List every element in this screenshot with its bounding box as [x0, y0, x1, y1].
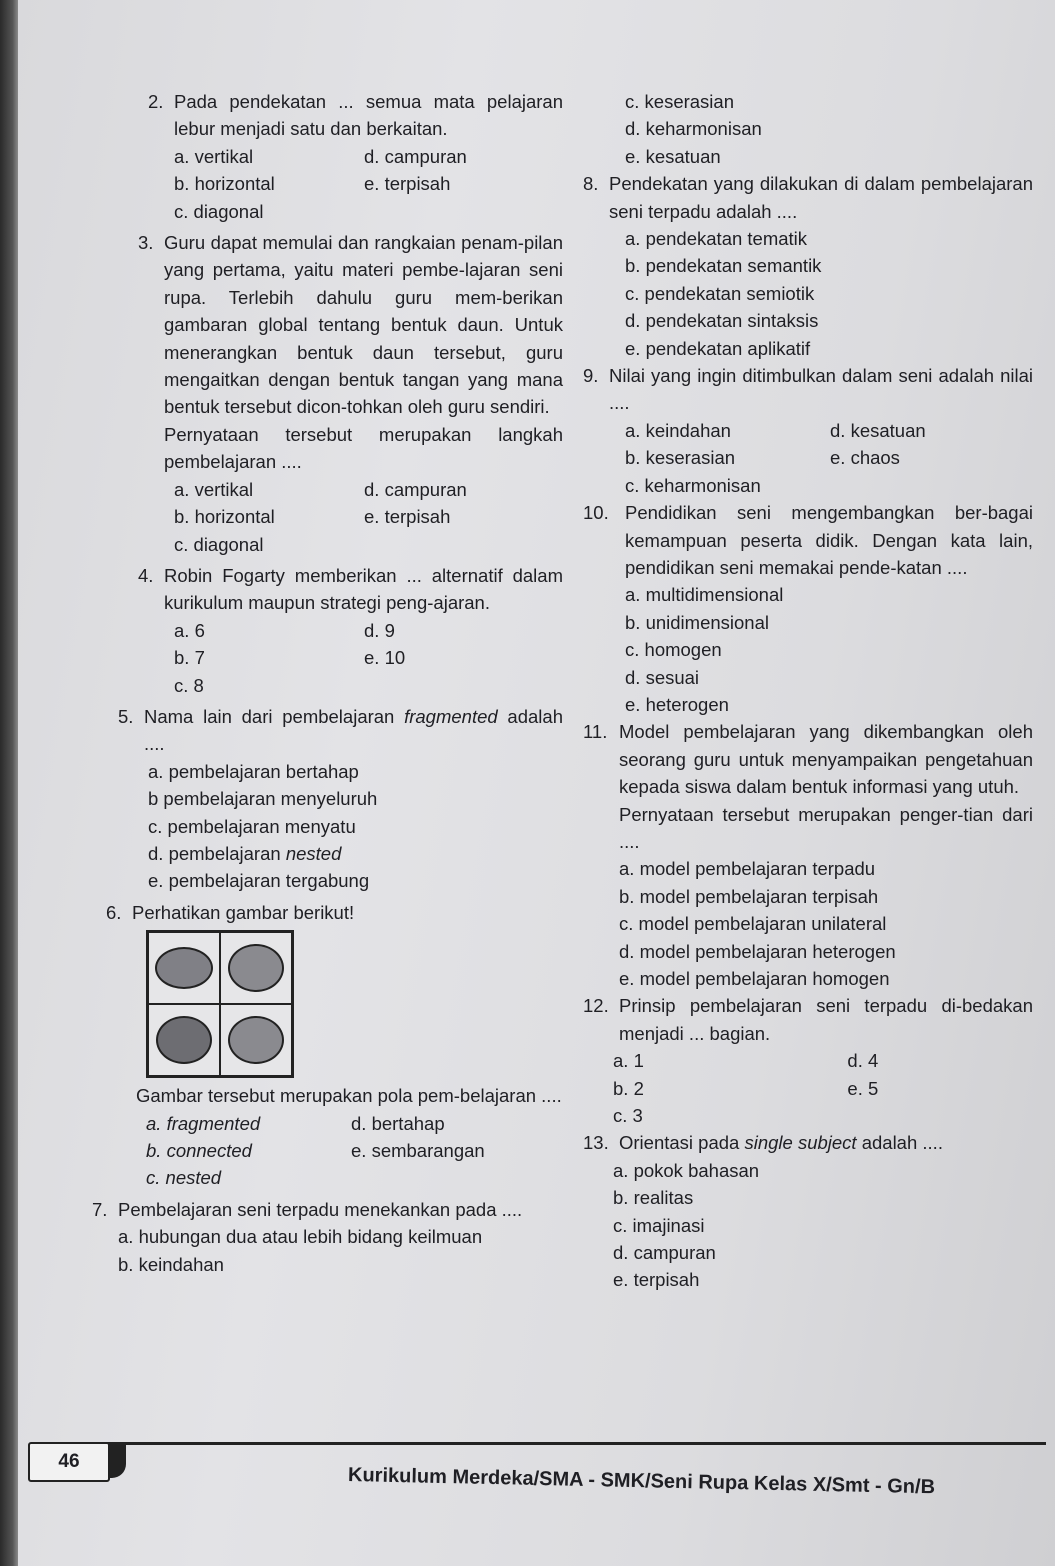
figure-cell [148, 1004, 220, 1076]
option[interactable]: c. homogen [625, 639, 722, 661]
question-6: 6. Perhatikan gambar berikut! [106, 901, 355, 923]
question-5-options [148, 758, 563, 895]
option[interactable]: c. diagonal [174, 533, 264, 555]
option[interactable]: a. model pembelajaran terpadu [619, 858, 876, 880]
option[interactable]: b. keindahan [118, 1253, 224, 1275]
figure-cell [220, 932, 292, 1004]
pattern-figure [146, 930, 294, 1078]
question-13: 13. Orientasi pada single subject adalah .... [583, 1132, 943, 1154]
circle-shape [228, 1016, 284, 1064]
option[interactable]: b. model pembelajaran terpisah [619, 885, 879, 907]
option[interactable]: e. pendekatan aplikatif [625, 337, 811, 359]
option[interactable]: c. pendekatan semiotik [625, 282, 815, 304]
left-column [92, 88, 563, 1278]
option[interactable]: e. 10 [364, 647, 406, 669]
option[interactable]: d. model pembelajaran heterogen [619, 940, 896, 962]
question-3: 3. Guru dapat memulai dan rangkaian penam-pilan yang pertama, yaitu materi pembe-lajaran seni rupa. Terlebih dahulu guru mem-berikan gambaran global tentang bentuk daun. Untuk menerangkan bentuk daun tersebut, guru mengaitkan dengan bentuk tangan yang mana bentuk tersebut dicon-tohkan oleh guru sendiri. [138, 232, 563, 418]
option[interactable]: c. pembelajaran menyatu [148, 815, 356, 837]
option[interactable]: b. horizontal [174, 506, 275, 528]
question-8: 8. Pendekatan yang dilakukan di dalam pembelajaran seni terpadu adalah .... [583, 173, 1033, 222]
question-3-prompt: Pernyataan tersebut merupakan langkah pembelajaran .... [164, 423, 563, 473]
option[interactable]: b. 7 [174, 647, 205, 669]
option[interactable]: e. sembarangan [351, 1140, 485, 1161]
option[interactable]: c. diagonal [174, 200, 264, 222]
question-5: 5. Nama lain dari pembelajaran fragmented adalah .... [118, 705, 563, 755]
option[interactable]: e. kesatuan [625, 145, 721, 167]
option[interactable]: a. 1 [613, 1050, 644, 1072]
option[interactable]: e. 5 [847, 1077, 879, 1099]
page-number: 46 [28, 1442, 110, 1482]
option[interactable]: b. pendekatan semantik [625, 255, 822, 277]
book-binding [0, 0, 18, 1566]
option[interactable]: c. imajinasi [613, 1214, 705, 1236]
option[interactable]: a. hubungan dua atau lebih bidang keilmuan [118, 1226, 483, 1248]
option[interactable]: c. 8 [174, 674, 204, 696]
question-4-options [174, 617, 563, 699]
option[interactable]: b. keserasian [625, 447, 736, 469]
option[interactable]: b. realitas [613, 1187, 694, 1209]
option[interactable]: c. model pembelajaran unilateral [619, 913, 887, 935]
circle-shape [155, 947, 213, 989]
option[interactable]: d. pembelajaran nested [148, 842, 342, 864]
option[interactable]: a. pendekatan tematik [625, 228, 808, 250]
question-11: 11. Model pembelajaran yang dikembangkan oleh seorang guru untuk menyampaikan pengetahuan kepada siswa dalam bentuk informasi yang utuh. [583, 721, 1033, 798]
option[interactable]: d. pendekatan sintaksis [625, 310, 819, 332]
question-6-prompt: Gambar tersebut merupakan pola pem-belajaran .... [136, 1085, 562, 1107]
question-12-options [613, 1047, 1033, 1129]
question-3-options [174, 476, 563, 558]
circle-shape [156, 1016, 212, 1064]
question-9: 9. Nilai yang ingin ditimbulkan dalam seni adalah nilai .... [583, 365, 1033, 414]
question-6-options [146, 1110, 563, 1192]
option[interactable]: d. sesuai [625, 666, 700, 688]
option[interactable]: a. pokok bahasan [613, 1159, 760, 1181]
question-7-options [118, 1223, 563, 1278]
option[interactable]: d. 4 [847, 1050, 879, 1072]
option[interactable]: e. terpisah [364, 506, 451, 528]
option[interactable]: a. multidimensional [625, 584, 784, 606]
option[interactable]: a. pembelajaran bertahap [148, 760, 359, 782]
option[interactable]: a. vertikal [174, 145, 254, 167]
option[interactable]: d. campuran [613, 1242, 716, 1264]
option[interactable]: a. 6 [174, 619, 205, 641]
option[interactable]: b. horizontal [174, 173, 275, 195]
option[interactable]: c. 3 [613, 1105, 643, 1127]
option[interactable]: b. connected [146, 1140, 252, 1161]
option[interactable]: e. terpisah [364, 173, 451, 195]
figure-cell [220, 1004, 292, 1076]
question-10-options [625, 581, 1033, 718]
option[interactable]: d. 9 [364, 619, 395, 641]
question-12: 12. Prinsip pembelajaran seni terpadu di-bedakan menjadi ... bagian. [583, 995, 1033, 1044]
option[interactable]: e. model pembelajaran homogen [619, 968, 890, 989]
option[interactable]: e. heterogen [625, 693, 729, 715]
option[interactable]: d. kesatuan [830, 419, 926, 441]
book-title: Kurikulum Merdeka/SMA - SMK/Seni Rupa Kelas X/Smt - Gn/B [347, 1464, 936, 1499]
option[interactable]: c. nested [146, 1167, 222, 1189]
option[interactable]: e. chaos [830, 447, 900, 469]
option[interactable]: c. keharmonisan [625, 474, 761, 496]
figure-cell [148, 932, 220, 1004]
option[interactable]: d. campuran [364, 145, 467, 167]
textbook-page [18, 0, 1055, 1566]
right-column [583, 88, 1033, 1294]
question-11-prompt: Pernyataan tersebut merupakan penger-tian dari .... [619, 803, 1033, 852]
option[interactable]: b. 2 [613, 1077, 644, 1099]
option[interactable]: c. keserasian [625, 91, 734, 112]
question-10: 10. Pendidikan seni mengembangkan ber-bagai kemampuan peserta didik. Dengan kata lain, pendidikan seni memakai pende-katan .... [583, 502, 1033, 578]
option[interactable]: a. fragmented [146, 1112, 261, 1134]
question-8-options [625, 225, 1033, 362]
question-13-options [613, 1157, 1033, 1294]
option[interactable]: d. bertahap [351, 1112, 445, 1134]
question-9-options [625, 417, 1033, 499]
option[interactable]: b pembelajaran menyeluruh [148, 788, 378, 810]
question-2-options-continued [625, 88, 1033, 170]
page-footer [18, 1432, 1055, 1522]
option[interactable]: b. unidimensional [625, 611, 769, 633]
option[interactable]: e. pembelajaran tergabung [148, 870, 370, 892]
option[interactable]: a. keindahan [625, 419, 731, 441]
question-2-options [174, 143, 563, 225]
option[interactable]: a. vertikal [174, 478, 254, 500]
question-4: 4. Robin Fogarty memberikan ... alternatif dalam kurikulum maupun strategi peng-ajaran. [138, 564, 563, 614]
option[interactable]: d. campuran [364, 478, 467, 500]
question-11-options [619, 855, 1033, 992]
option[interactable]: d. keharmonisan [625, 118, 762, 140]
question-2: 2. Pada pendekatan ... semua mata pelajaran lebur menjadi satu dan berkaitan. [148, 91, 563, 140]
question-7: 7. Pembelajaran seni terpadu menekankan pada .... [92, 1198, 523, 1220]
footer-rule [106, 1442, 1046, 1445]
option[interactable]: e. terpisah [613, 1269, 700, 1291]
circle-shape [228, 944, 284, 992]
